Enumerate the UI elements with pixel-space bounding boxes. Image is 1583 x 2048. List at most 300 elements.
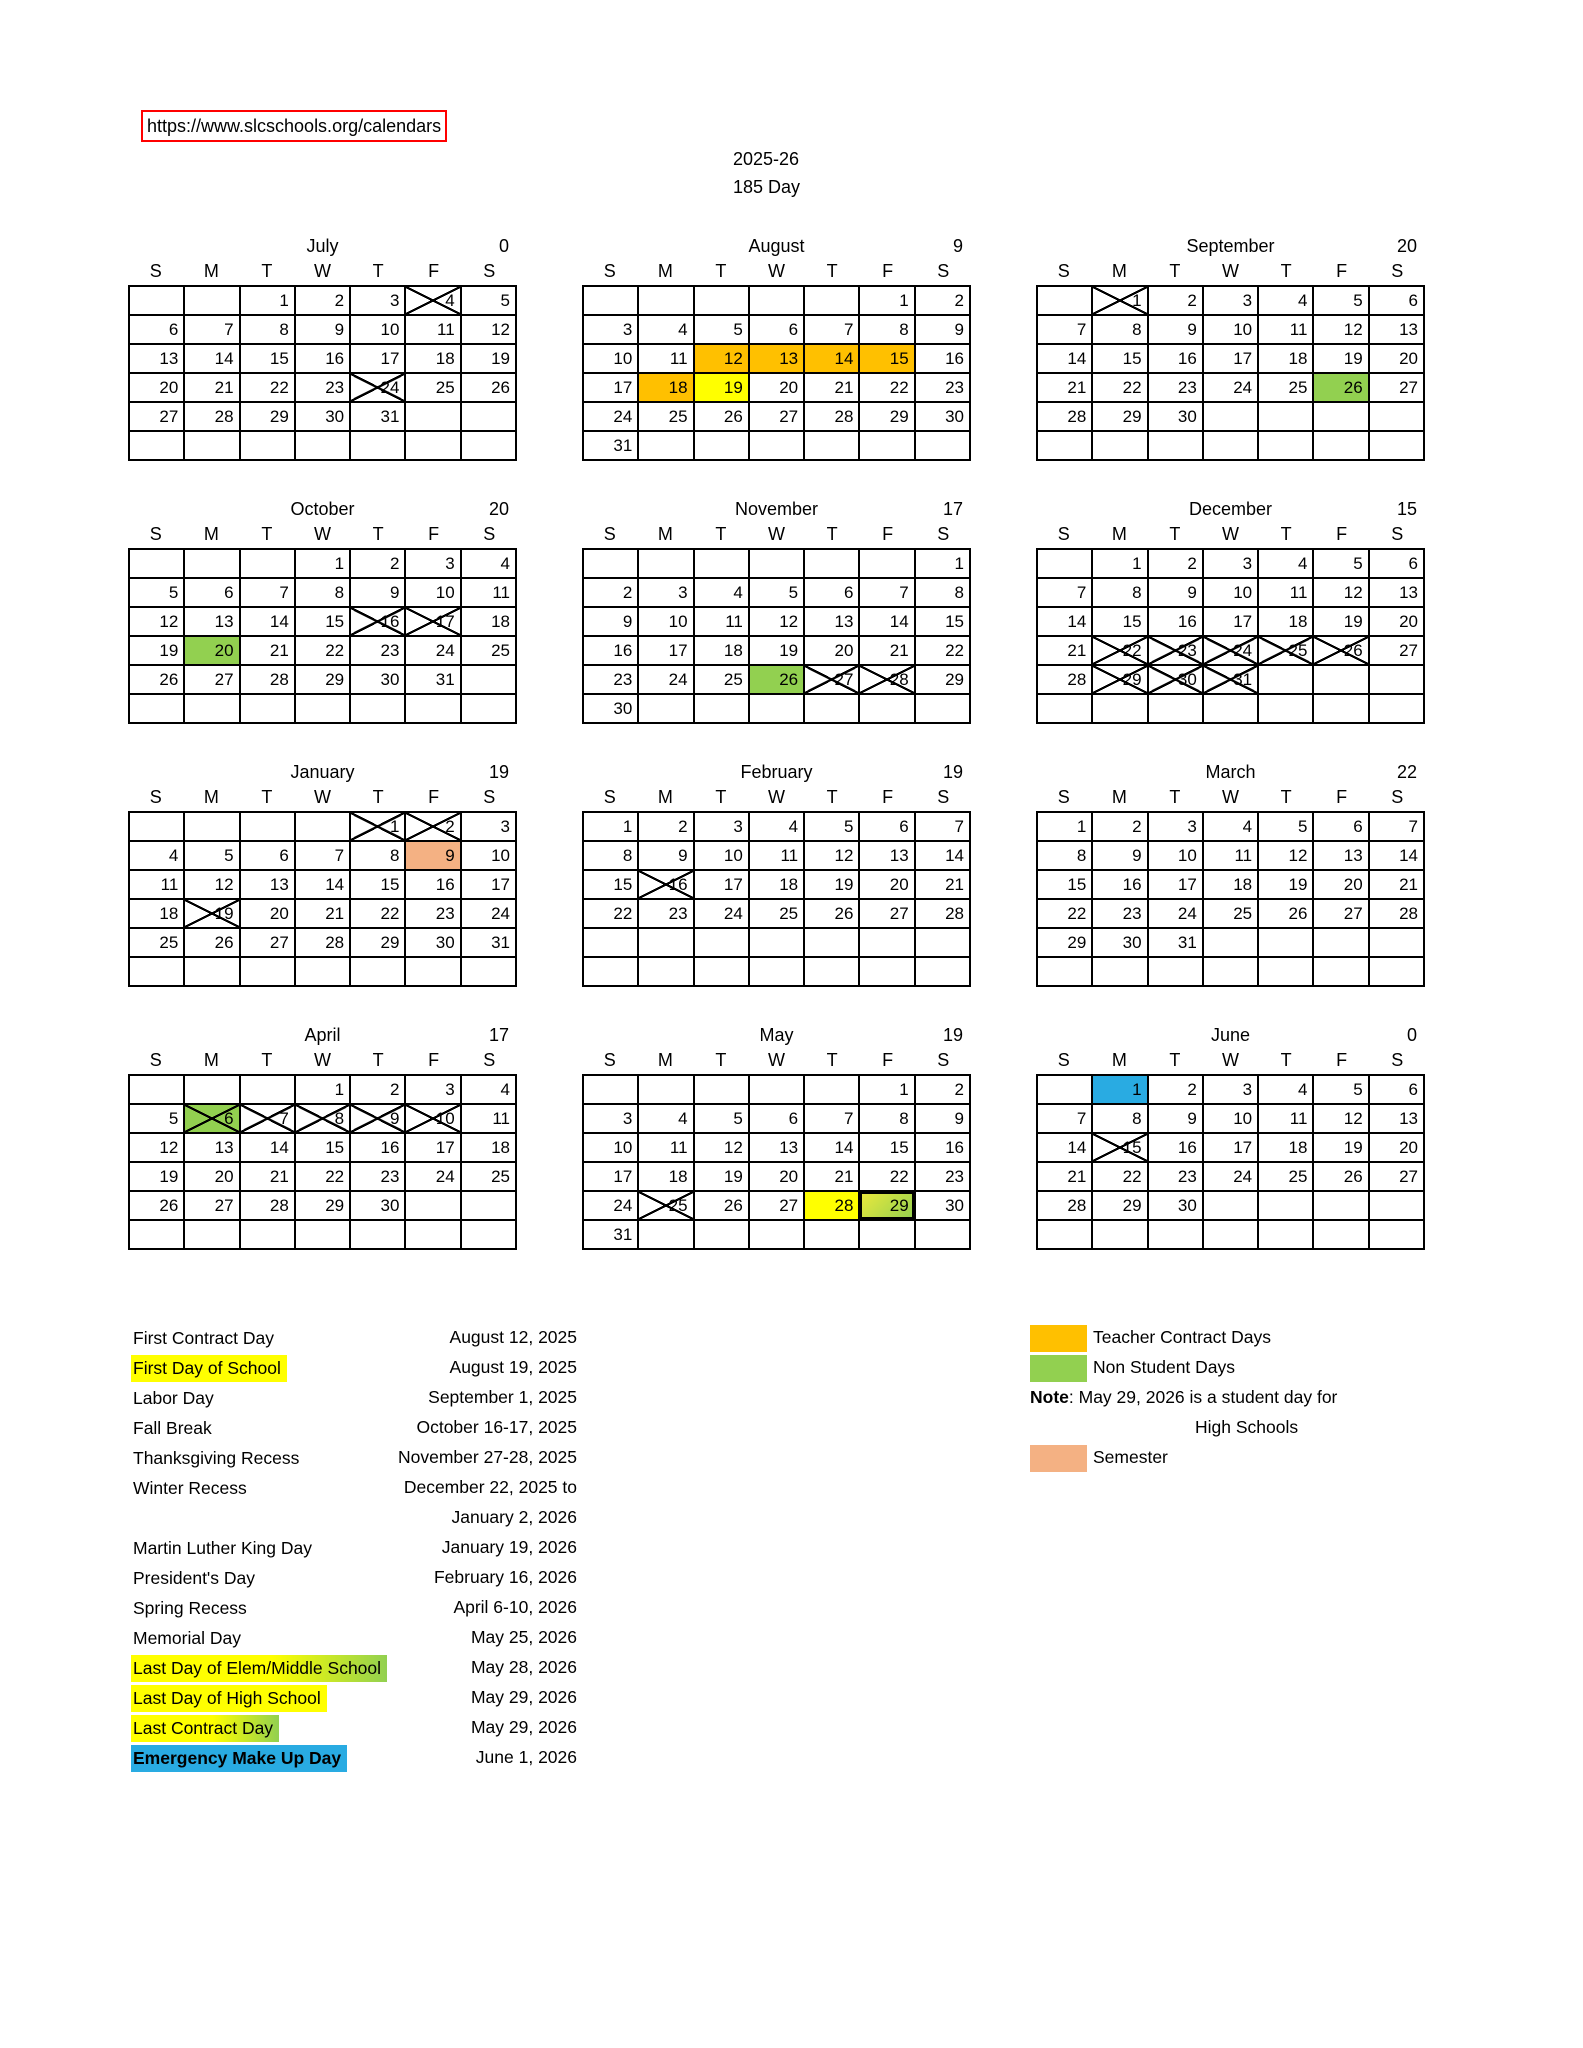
day-cell: [129, 812, 184, 841]
day-cell: 21: [915, 870, 970, 899]
day-cell: 27: [129, 402, 184, 431]
dow-header: S: [149, 524, 162, 544]
day-cell: 18: [638, 1162, 693, 1191]
day-cell: 20: [859, 870, 914, 899]
day-cell: 21: [1037, 636, 1092, 665]
week-row: [1037, 607, 1424, 636]
day-cell: 27: [749, 1191, 804, 1220]
legend-event-date: September 1, 2025: [428, 1387, 577, 1407]
day-cell: 9: [1148, 1104, 1203, 1133]
day-cell: [749, 694, 804, 723]
day-cell: 29: [859, 1191, 914, 1220]
day-cell: 22: [350, 899, 405, 928]
legend-event-date: April 6-10, 2026: [453, 1597, 577, 1617]
day-cell: 27: [749, 402, 804, 431]
day-cell: 2: [350, 549, 405, 578]
week-row: [583, 1075, 970, 1104]
day-cell: 27: [859, 899, 914, 928]
day-cell: 18: [129, 899, 184, 928]
day-cell: 21: [1369, 870, 1424, 899]
week-row: [129, 694, 516, 723]
day-cell: 19: [129, 636, 184, 665]
day-cell: 15: [859, 1133, 914, 1162]
week-row: [129, 957, 516, 986]
dow-header: T: [261, 261, 273, 281]
day-cell: 12: [694, 344, 749, 373]
day-cell: 19: [1313, 344, 1368, 373]
dow-header: W: [1221, 261, 1239, 281]
day-cell: 16: [583, 636, 638, 665]
day-cell: [1258, 694, 1313, 723]
day-cell: 7: [804, 315, 859, 344]
day-cell: 19: [694, 1162, 749, 1191]
day-cell: 22: [295, 1162, 350, 1191]
week-row: [129, 1162, 516, 1191]
dow-header: M: [1111, 1050, 1127, 1070]
green-color-swatch: [1030, 1355, 1087, 1382]
day-cell: 3: [1203, 1075, 1258, 1104]
day-cell: 9: [915, 315, 970, 344]
day-cell: 29: [295, 1191, 350, 1220]
day-cell: 1: [295, 549, 350, 578]
day-cell: 12: [129, 607, 184, 636]
calendar-url-link[interactable]: https://www.slcschools.org/calendars: [147, 116, 442, 136]
day-cell: 27: [804, 665, 859, 694]
day-cell: 10: [405, 1104, 460, 1133]
dow-header: W: [313, 1050, 331, 1070]
day-cell: 30: [350, 665, 405, 694]
day-cell: 23: [1148, 373, 1203, 402]
day-cell: 25: [749, 899, 804, 928]
dow-header: W: [767, 1050, 785, 1070]
month-name: July: [306, 236, 339, 256]
day-cell: 22: [583, 899, 638, 928]
day-cell: 11: [694, 607, 749, 636]
day-cell: 28: [859, 665, 914, 694]
day-cell: 13: [1369, 1104, 1424, 1133]
week-row: [583, 694, 970, 723]
legend-row: [1030, 1352, 1460, 1382]
month-day-count: 22: [1396, 762, 1417, 782]
day-cell: 4: [461, 549, 516, 578]
day-cell: 16: [915, 1133, 970, 1162]
dow-header: S: [1391, 1050, 1404, 1070]
day-cell: [804, 694, 859, 723]
day-cell: 17: [350, 344, 405, 373]
week-row: [583, 578, 970, 607]
dow-header-row: [582, 1049, 971, 1074]
dow-header: F: [882, 1050, 894, 1070]
day-cell: 8: [583, 841, 638, 870]
day-cell: 28: [1369, 899, 1424, 928]
day-cell: 7: [184, 315, 239, 344]
day-cell: 2: [1092, 812, 1147, 841]
day-cell: [694, 1220, 749, 1249]
day-cell: [1203, 1220, 1258, 1249]
day-cell: 28: [1037, 402, 1092, 431]
day-cell: 28: [240, 1191, 295, 1220]
day-cell: 31: [405, 665, 460, 694]
day-cell: 14: [1037, 344, 1092, 373]
day-cell: 24: [350, 373, 405, 402]
week-row: [129, 870, 516, 899]
day-cell: 4: [1203, 812, 1258, 841]
dow-header: S: [483, 1050, 496, 1070]
day-cell: 29: [1092, 402, 1147, 431]
dow-header: M: [203, 524, 219, 544]
day-cell: 4: [1258, 1075, 1313, 1104]
day-cell: 8: [350, 841, 405, 870]
week-row: [1037, 928, 1424, 957]
dow-header: W: [313, 261, 331, 281]
week-row: [583, 665, 970, 694]
day-cell: [1258, 1220, 1313, 1249]
dow-header: S: [483, 261, 496, 281]
dow-header: M: [1111, 524, 1127, 544]
legend-row: [133, 1412, 577, 1442]
day-cell: 24: [461, 899, 516, 928]
dow-header: S: [149, 261, 162, 281]
day-cell: [638, 549, 693, 578]
legend-row: [1030, 1412, 1460, 1442]
day-cell: 15: [1092, 607, 1147, 636]
day-cell: 15: [350, 870, 405, 899]
legend-row: [1030, 1382, 1460, 1412]
month-header: [582, 1023, 971, 1049]
dow-header: M: [203, 787, 219, 807]
legend-row: [133, 1742, 577, 1772]
dow-header: F: [1336, 261, 1348, 281]
day-cell: [859, 1220, 914, 1249]
day-cell: [295, 957, 350, 986]
day-cell: 17: [1148, 870, 1203, 899]
month-day-count: 20: [488, 499, 509, 519]
day-cell: 5: [1313, 549, 1368, 578]
day-cell: 19: [1258, 870, 1313, 899]
orange-color-swatch: [1030, 1325, 1087, 1352]
month-grid: [582, 811, 971, 987]
week-row: [129, 431, 516, 460]
legend-row: [133, 1562, 577, 1592]
legend-row: [133, 1472, 577, 1502]
month-name: October: [290, 499, 355, 519]
day-cell: 12: [1313, 578, 1368, 607]
day-cell: 26: [749, 665, 804, 694]
day-cell: 15: [240, 344, 295, 373]
day-cell: 17: [1203, 1133, 1258, 1162]
day-cell: [1258, 665, 1313, 694]
day-cell: 7: [804, 1104, 859, 1133]
day-cell: 14: [859, 607, 914, 636]
week-row: [129, 928, 516, 957]
day-cell: 18: [1258, 607, 1313, 636]
day-cell: [461, 1220, 516, 1249]
day-cell: [1313, 928, 1368, 957]
legend-row: [133, 1682, 577, 1712]
day-cell: 21: [859, 636, 914, 665]
day-cell: 22: [859, 373, 914, 402]
day-cell: 4: [638, 1104, 693, 1133]
day-cell: [1369, 928, 1424, 957]
day-cell: 23: [1148, 636, 1203, 665]
day-count-label: 185 Day: [733, 177, 801, 197]
week-row: [583, 431, 970, 460]
day-cell: [749, 1220, 804, 1249]
day-cell: [1037, 549, 1092, 578]
dow-header: T: [826, 524, 838, 544]
day-cell: 10: [1203, 578, 1258, 607]
day-cell: 26: [129, 1191, 184, 1220]
day-cell: 2: [350, 1075, 405, 1104]
week-row: [1037, 315, 1424, 344]
day-cell: 1: [915, 549, 970, 578]
day-cell: 6: [240, 841, 295, 870]
day-cell: 25: [638, 402, 693, 431]
legend-swatch-label: Teacher Contract Days: [1093, 1327, 1271, 1347]
day-cell: [129, 431, 184, 460]
day-cell: 30: [1148, 665, 1203, 694]
day-cell: 4: [749, 812, 804, 841]
day-cell: [804, 431, 859, 460]
day-cell: [129, 694, 184, 723]
day-cell: 14: [184, 344, 239, 373]
day-cell: 5: [694, 1104, 749, 1133]
day-cell: 15: [295, 607, 350, 636]
dow-header: S: [937, 787, 950, 807]
dow-header: S: [149, 1050, 162, 1070]
day-cell: 19: [749, 636, 804, 665]
day-cell: 17: [638, 636, 693, 665]
dow-header: S: [1057, 787, 1070, 807]
dow-header: F: [882, 787, 894, 807]
day-cell: 3: [461, 812, 516, 841]
dow-header: F: [1336, 787, 1348, 807]
day-cell: 30: [915, 402, 970, 431]
day-cell: 7: [1037, 578, 1092, 607]
day-cell: [694, 286, 749, 315]
week-row: [129, 1075, 516, 1104]
day-cell: 30: [1148, 402, 1203, 431]
legend-event-label: Fall Break: [133, 1417, 212, 1438]
day-cell: 7: [295, 841, 350, 870]
day-cell: 19: [461, 344, 516, 373]
legend-event-date: May 25, 2026: [470, 1627, 577, 1647]
day-cell: 29: [915, 665, 970, 694]
day-cell: 8: [859, 315, 914, 344]
day-cell: 14: [804, 344, 859, 373]
week-row: [583, 841, 970, 870]
month-name: May: [759, 1025, 794, 1045]
day-cell: [638, 957, 693, 986]
day-cell: 28: [804, 1191, 859, 1220]
day-cell: [1037, 286, 1092, 315]
day-cell: [804, 1220, 859, 1249]
day-cell: 3: [638, 578, 693, 607]
day-cell: 22: [240, 373, 295, 402]
dow-header: T: [372, 1050, 384, 1070]
dow-header: W: [767, 787, 785, 807]
day-cell: [295, 812, 350, 841]
day-cell: [1148, 431, 1203, 460]
day-cell: 19: [694, 373, 749, 402]
week-row: [583, 344, 970, 373]
day-cell: 21: [804, 373, 859, 402]
day-cell: 15: [1092, 344, 1147, 373]
day-cell: [295, 1220, 350, 1249]
dow-header: W: [1221, 787, 1239, 807]
day-cell: 10: [694, 841, 749, 870]
week-row: [1037, 694, 1424, 723]
dow-header: S: [603, 787, 616, 807]
day-cell: 20: [129, 373, 184, 402]
day-cell: 13: [129, 344, 184, 373]
day-cell: 3: [1148, 812, 1203, 841]
week-row: [583, 1220, 970, 1249]
day-cell: 17: [461, 870, 516, 899]
day-cell: 29: [1037, 928, 1092, 957]
day-cell: 4: [129, 841, 184, 870]
day-cell: [1369, 402, 1424, 431]
day-cell: 25: [129, 928, 184, 957]
day-cell: 10: [350, 315, 405, 344]
week-row: [583, 957, 970, 986]
day-cell: 21: [184, 373, 239, 402]
legend-event-label: [131, 1505, 139, 1532]
day-cell: 5: [1313, 1075, 1368, 1104]
dow-header: T: [826, 787, 838, 807]
legend-event-date: August 12, 2025: [449, 1327, 577, 1347]
day-cell: 19: [184, 899, 239, 928]
legend-event-date: May 28, 2026: [470, 1657, 577, 1677]
day-cell: 31: [350, 402, 405, 431]
day-cell: 19: [129, 1162, 184, 1191]
day-cell: 14: [1037, 1133, 1092, 1162]
day-cell: 24: [405, 636, 460, 665]
month-day-count: 19: [488, 762, 509, 782]
day-cell: 5: [129, 1104, 184, 1133]
day-cell: 22: [1092, 1162, 1147, 1191]
week-row: [129, 286, 516, 315]
day-cell: 11: [405, 315, 460, 344]
day-cell: [915, 431, 970, 460]
month-header: [128, 234, 517, 260]
day-cell: [129, 957, 184, 986]
day-cell: 20: [240, 899, 295, 928]
day-cell: 14: [295, 870, 350, 899]
day-cell: [1203, 957, 1258, 986]
day-cell: 23: [915, 373, 970, 402]
day-cell: 5: [129, 578, 184, 607]
day-cell: 26: [1313, 373, 1368, 402]
day-cell: 30: [915, 1191, 970, 1220]
day-cell: 24: [1148, 899, 1203, 928]
day-cell: 24: [583, 1191, 638, 1220]
day-cell: [1037, 694, 1092, 723]
day-cell: [1203, 1191, 1258, 1220]
dow-header: W: [767, 524, 785, 544]
month-grid: [128, 285, 517, 461]
day-cell: 9: [1148, 315, 1203, 344]
day-cell: [1313, 1191, 1368, 1220]
dow-header: W: [1221, 524, 1239, 544]
day-cell: 24: [1203, 1162, 1258, 1191]
month-name: January: [290, 762, 355, 782]
day-cell: 12: [1258, 841, 1313, 870]
month-header: [1036, 234, 1425, 260]
dow-header: S: [937, 524, 950, 544]
day-cell: 2: [1148, 286, 1203, 315]
day-cell: 9: [915, 1104, 970, 1133]
month-grid: [1036, 285, 1425, 461]
day-cell: 20: [184, 636, 239, 665]
dow-header-row: [1036, 260, 1425, 285]
day-cell: 11: [461, 578, 516, 607]
day-cell: 7: [859, 578, 914, 607]
day-cell: 14: [1369, 841, 1424, 870]
day-cell: 18: [405, 344, 460, 373]
month-grid: [128, 1074, 517, 1250]
day-cell: [638, 431, 693, 460]
day-cell: 29: [350, 928, 405, 957]
day-cell: 5: [461, 286, 516, 315]
day-cell: [694, 928, 749, 957]
day-cell: 13: [749, 1133, 804, 1162]
week-row: [583, 812, 970, 841]
day-cell: 25: [405, 373, 460, 402]
day-cell: [859, 549, 914, 578]
day-cell: 9: [405, 841, 460, 870]
day-cell: [461, 431, 516, 460]
month-name: September: [1186, 236, 1275, 256]
day-cell: [1037, 1075, 1092, 1104]
month-name: April: [304, 1025, 341, 1045]
day-cell: 14: [804, 1133, 859, 1162]
day-cell: 8: [1037, 841, 1092, 870]
legend-event-date: February 16, 2026: [433, 1567, 577, 1587]
day-cell: [583, 286, 638, 315]
day-cell: 25: [1203, 899, 1258, 928]
day-cell: [638, 928, 693, 957]
legend-row: [133, 1592, 577, 1622]
day-cell: 27: [184, 1191, 239, 1220]
day-cell: 13: [749, 344, 804, 373]
day-cell: 17: [405, 607, 460, 636]
day-cell: [694, 694, 749, 723]
day-cell: [1148, 1220, 1203, 1249]
day-cell: 15: [1092, 1133, 1147, 1162]
legend-swatch-label: Non Student Days: [1093, 1357, 1236, 1377]
day-cell: 6: [1369, 286, 1424, 315]
day-cell: [749, 431, 804, 460]
day-cell: 24: [694, 899, 749, 928]
day-cell: [804, 957, 859, 986]
day-cell: 6: [749, 1104, 804, 1133]
dow-header: W: [313, 524, 331, 544]
week-row: [583, 549, 970, 578]
day-cell: 8: [859, 1104, 914, 1133]
day-cell: 9: [350, 1104, 405, 1133]
day-cell: [240, 549, 295, 578]
day-cell: 1: [1092, 1075, 1147, 1104]
dow-header: T: [261, 787, 273, 807]
day-cell: 7: [1037, 315, 1092, 344]
day-cell: 1: [350, 812, 405, 841]
day-cell: 20: [804, 636, 859, 665]
legend-row: [133, 1652, 577, 1682]
day-cell: 4: [461, 1075, 516, 1104]
week-row: [1037, 870, 1424, 899]
month-november: [582, 497, 971, 724]
